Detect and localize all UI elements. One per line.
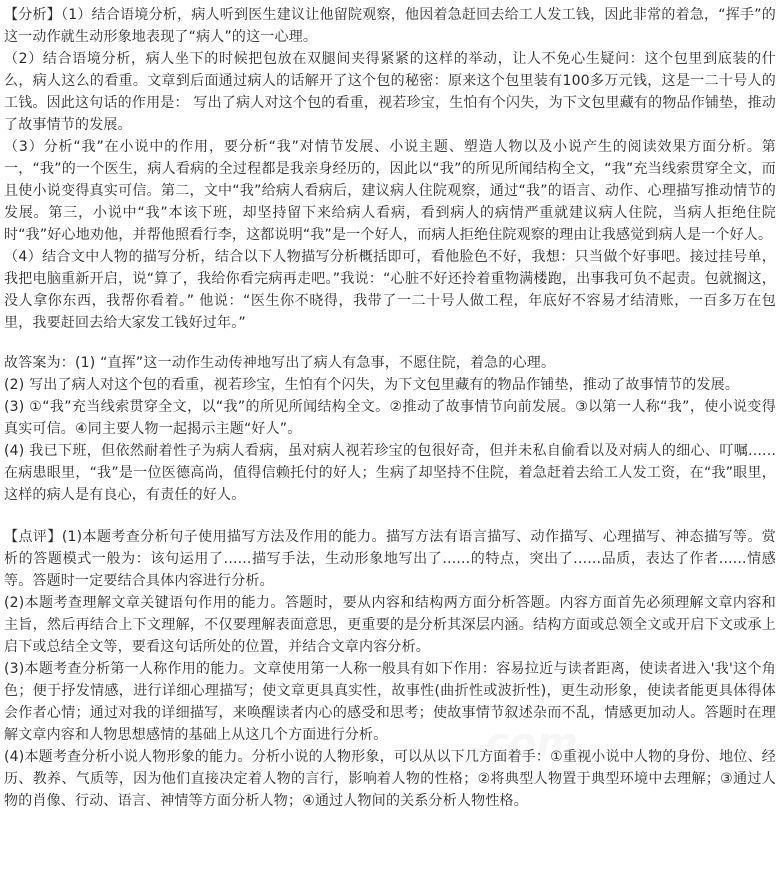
answer-explanation [4, 4, 776, 812]
answer-line-3: (3) ①“我”充当线索贯穿全文，以“我”的所见所闻结构全文。②推动了故事情节向前发展。③以第一人称“我”，使小说变得真实可信。④同主要人物一起揭示主题“好人”。 [4, 399, 776, 437]
comment-paragraph-1: 【点评】(1)本题考查分析句子使用描写方法及作用的能力。描写方法有语言描写、动作描写、心理描写、神态描写等。赏析的答题模式一般为：该句运用了......描写手法，生动形象地写出了......的特点，突出了......品质，表达了作者......情感等。答题时一定要结合具体内容进行分析。 [4, 529, 776, 589]
comment-paragraph-2: (2)本题考查理解文章关键语句作用的能力。答题时，要从内容和结构两方面分析答题。内容方面首先必须理解文章内容和主旨，然后再结合上下文理解，不仅要理解表面意思，更重要的是分析其深层内涵。结构方面或总领全文或开启下文或承上启下或总结全文等，要看这句话所处的位置，并结合文章内容分析。 [4, 595, 776, 655]
analysis-paragraph-2: （2）结合语境分析，病人坐下的时候把包放在双腿间夹得紧紧的这样的举动，让人不免心生疑问：这个包里到底装的什么，病人这么的看重。文章到后面通过病人的话解开了这个包的秘密：原来这个包里装有100多万元钱，这是一二十号人的工钱。因此这句话的作用是： 写出了病人对这个包的看重，视若珍宝，生怕有个闪失，为下文包里藏有的物品作铺垫，推动了故事情节的发展。 [4, 51, 776, 133]
analysis-paragraph-4: （4）结合文中人物的描写分析，结合以下人物描写分析概括即可，看他脸色不好，我想：只当做个好事吧。接过挂号单，我把电脑重新开启，说“算了，我给你看完病再走吧。”我说：“心脏不好还拎着重物满楼跑，出事我可负不起责。包就搁这，没人拿你东西，我帮你看着。” 他说：“医生你不晓得，我带了一二十号人做工程，年底好不容易才结清账，一百多万在包里，我要赶回去给大家发工钱好过年。” [4, 249, 776, 331]
analysis-paragraph-1: 【分析】（1）结合语境分析，病人听到医生建议让他留院观察，他因着急赶回去给工人发工钱，因此非常的着急，“挥手”的这一动作就生动形象地表现了“病人”的这一心理。 [4, 7, 776, 45]
comment-paragraph-3: (3)本题考查分析第一人称作用的能力。文章使用第一人称一般具有如下作用：容易拉近与读者距离，使读者进入'我'这个角色；便于抒发情感，进行详细心理描写；使文章更具真实性，故事性(曲折性或波折性)，更生动形象，使读者能更具体得体会作者心情；通过对我的详细描写，来唤醒读者内心的感受和思考；使故事情节叙述杂而不乱，情感更加动人。答题时在理解文章内容和人物思想感情的基础上从这几个方面进行分析。 [4, 661, 776, 743]
spacer [4, 506, 776, 526]
comment-paragraph-4: (4)本题考查分析小说人物形象的能力。分析小说的人物形象，可以从以下几方面着手：①重视小说中人物的身份、地位、经历、教养、气质等，因为他们直接决定着人物的言行，影响着人物的性格；②将典型人物置于典型环境中去理解；③通过人物的肖像、行动、语言、神情等方面分析人物；④通过人物间的关系分析人物性格。 [4, 749, 776, 809]
answer-line-1: 故答案为：(1) “直挥”这一动作生动传神地写出了病人有急事，不愿住院，着急的心理。 [4, 355, 556, 371]
answer-line-2: (2) 写出了病人对这个包的看重，视若珍宝，生怕有个闪失，为下文包里藏有的物品作铺垫，推动了故事情节的发展。 [4, 377, 740, 393]
spacer [4, 334, 776, 352]
analysis-section [4, 4, 776, 334]
answer-line-4: (4) 我已下班，但依然耐着性子为病人看病，虽对病人视若珍宝的包很好奇，但并未私自偷看以及对病人的细心、叮嘱......在病患眼里，“我”是一位医德高尚，值得信赖托付的好人；生病了却坚持不住院，着急赶着去给工人发工资，在“我”眼里，这样的病人是有良心，有责任的好人。 [4, 443, 776, 503]
comment-section [4, 526, 776, 812]
answer-section [4, 352, 776, 506]
analysis-paragraph-3: （3）分析“我”在小说中的作用，要分析“我”对情节发展、小说主题、塑造人物以及小说产生的阅读效果方面分析。第一，“我”的一个医生，病人看病的全过程都是我亲身经历的，因此以“我”的所见所闻结构全文，“我”充当线索贯穿全文，而且使小说变得真实可信。第二，文中“我”给病人看病后，建议病人住院观察，通过“我”的语言、动作、心理描写推动情节的发展。第三，小说中“我”本该下班，却坚持留下来给病人看病，看到病人的病情严重就建议病人住院，当病人拒绝住院时“我”好心地劝他，并帮他照看行李，这都说明“我”是一个好人，而病人拒绝住院观察的理由让我感觉到病人是一个好人。 [4, 139, 776, 243]
